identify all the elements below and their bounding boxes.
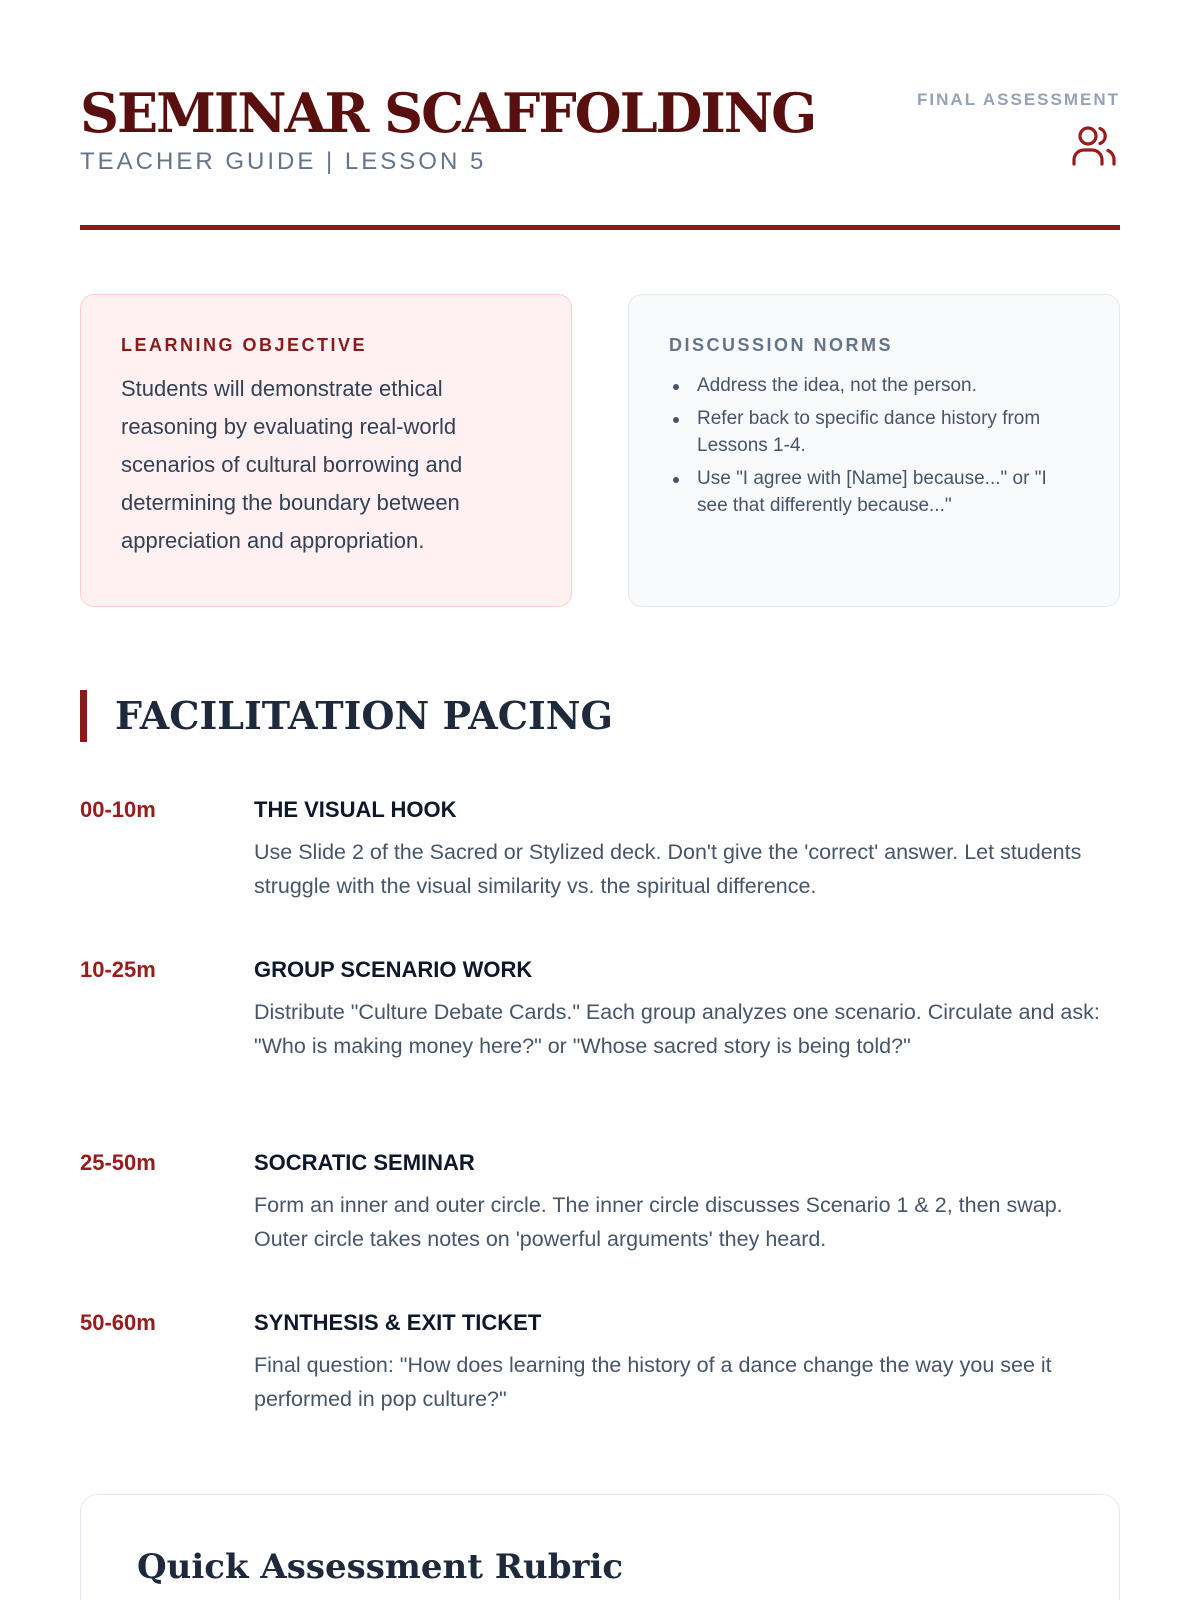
discussion-norms-card: [628, 294, 1120, 607]
norm-item: Use "I agree with [Name] because..." or "I see that differently because...": [669, 465, 1079, 519]
pacing-time: 10-25m: [80, 957, 156, 982]
assessment-rubric-card: [80, 1494, 1120, 1600]
page-subtitle: TEACHER GUIDE | LESSON 5: [80, 148, 487, 175]
users-icon: [1068, 120, 1120, 172]
rubric-title: Quick Assessment Rubric: [137, 1547, 624, 1587]
page-header: [80, 80, 1120, 230]
pacing-body: [254, 955, 1120, 1063]
pacing-time: 25-50m: [80, 1150, 156, 1175]
page-title: SEMINAR SCAFFOLDING: [80, 81, 816, 145]
pacing-title: THE VISUAL HOOK: [254, 797, 457, 822]
norm-item: Refer back to specific dance history from Lessons 1-4.: [669, 405, 1079, 459]
pacing-time: 00-10m: [80, 797, 156, 822]
pacing-description: Distribute "Culture Debate Cards." Each group analyzes one scenario. Circulate and ask: "Who is making money here?" or "Whose sacred story is being told?": [254, 1000, 1100, 1058]
final-assessment-label: FINAL ASSESSMENT: [917, 90, 1120, 109]
pacing-body: [254, 1308, 1120, 1416]
discussion-norms-label: DISCUSSION NORMS: [669, 335, 894, 355]
discussion-norms-list: [669, 372, 1079, 519]
pacing-description: Form an inner and outer circle. The inner circle discusses Scenario 1 & 2, then swap. Outer circle takes notes on 'powerful arguments' they heard.: [254, 1193, 1063, 1251]
learning-objective-card: [80, 294, 572, 607]
pacing-description: Use Slide 2 of the Sacred or Stylized deck. Don't give the 'correct' answer. Let students struggle with the visual similarity vs. the spiritual difference.: [254, 840, 1082, 898]
pacing-time: 50-60m: [80, 1310, 156, 1335]
pacing-body: [254, 795, 1120, 903]
pacing-title: SYNTHESIS & EXIT TICKET: [254, 1310, 542, 1335]
pacing-body: [254, 1148, 1120, 1256]
learning-objective-text: Students will demonstrate ethical reasoning by evaluating real-world scenarios of cultural borrowing and determining the boundary between appreciation and appropriation.: [121, 376, 463, 553]
norm-item: Address the idea, not the person.: [669, 372, 1079, 399]
facilitation-pacing-heading: FACILITATION PACING: [80, 690, 613, 742]
assessment-badge: [917, 90, 1120, 177]
learning-objective-label: LEARNING OBJECTIVE: [121, 335, 368, 355]
pacing-title: SOCRATIC SEMINAR: [254, 1150, 475, 1175]
pacing-description: Final question: "How does learning the history of a dance change the way you see it performed in pop culture?": [254, 1353, 1052, 1411]
teacher-guide-page: [80, 0, 1120, 1600]
pacing-title: GROUP SCENARIO WORK: [254, 957, 533, 982]
